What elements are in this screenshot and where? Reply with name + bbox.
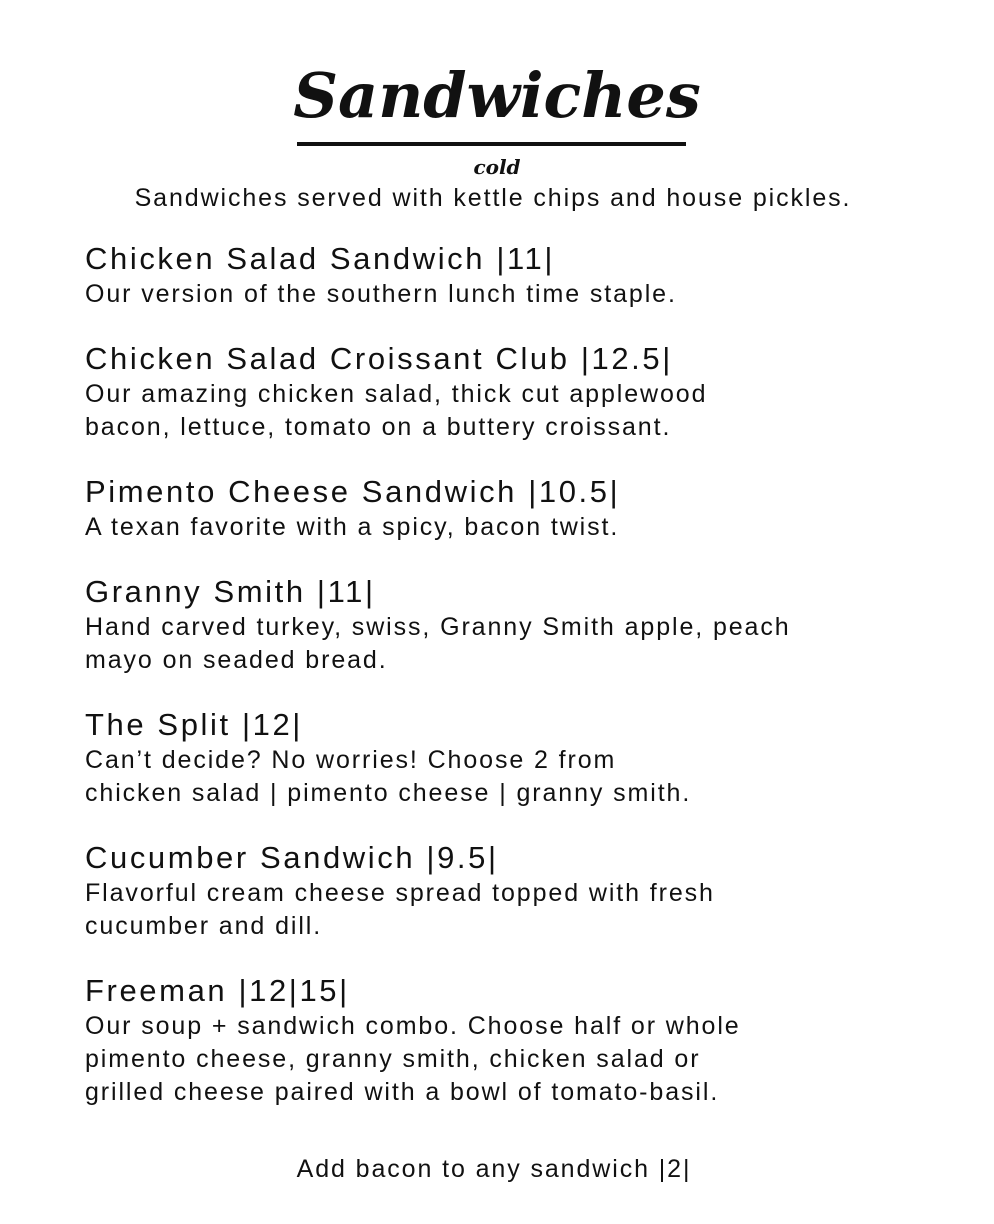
intro-text: Sandwiches served with kettle chips and house pickles. — [134, 184, 852, 212]
menu-item-description: Our version of the southern lunch time staple. — [85, 280, 677, 308]
menu-item-description: Our soup + sandwich combo. Choose half or whole pimento cheese, granny smith, chicken salad or grilled cheese paired with a bowl of tomato-basil. — [85, 1012, 741, 1106]
menu-item-name: Chicken Salad Croissant Club |12.5| — [85, 341, 673, 376]
menu-item-name: Cucumber Sandwich |9.5| — [85, 840, 499, 875]
menu-item — [85, 573, 965, 677]
menu-item-description: Flavorful cream cheese spread topped with fresh cucumber and dill. — [85, 879, 715, 940]
menu-item-name: Freeman |12|15| — [85, 973, 350, 1008]
page-subtitle: cold — [473, 155, 521, 179]
menu-item-name: The Split |12| — [85, 707, 303, 742]
menu-item-name: Granny Smith |11| — [85, 574, 376, 609]
menu-item-description: A texan favorite with a spicy, bacon twist. — [85, 513, 620, 541]
menu-item — [85, 473, 965, 544]
menu-item — [85, 972, 965, 1109]
title-underline — [297, 142, 686, 146]
menu-item-description: Can’t decide? No worries! Choose 2 from chicken salad | pimento cheese | granny smith. — [85, 746, 692, 807]
menu-item — [85, 839, 965, 943]
menu-item-name: Pimento Cheese Sandwich |10.5| — [85, 474, 621, 509]
menu-item-name: Chicken Salad Sandwich |11| — [85, 241, 556, 276]
menu-items-list — [85, 240, 965, 1138]
menu-item-description: Our amazing chicken salad, thick cut applewood bacon, lettuce, tomato on a buttery croissant. — [85, 380, 708, 441]
footer-note: Add bacon to any sandwich |2| — [296, 1155, 692, 1183]
menu-item-description: Hand carved turkey, swiss, Granny Smith apple, peach mayo on seaded bread. — [85, 613, 791, 674]
menu-item — [85, 240, 965, 311]
menu-item — [85, 340, 965, 444]
menu-item — [85, 706, 965, 810]
page-title: Sandwiches — [293, 59, 701, 132]
